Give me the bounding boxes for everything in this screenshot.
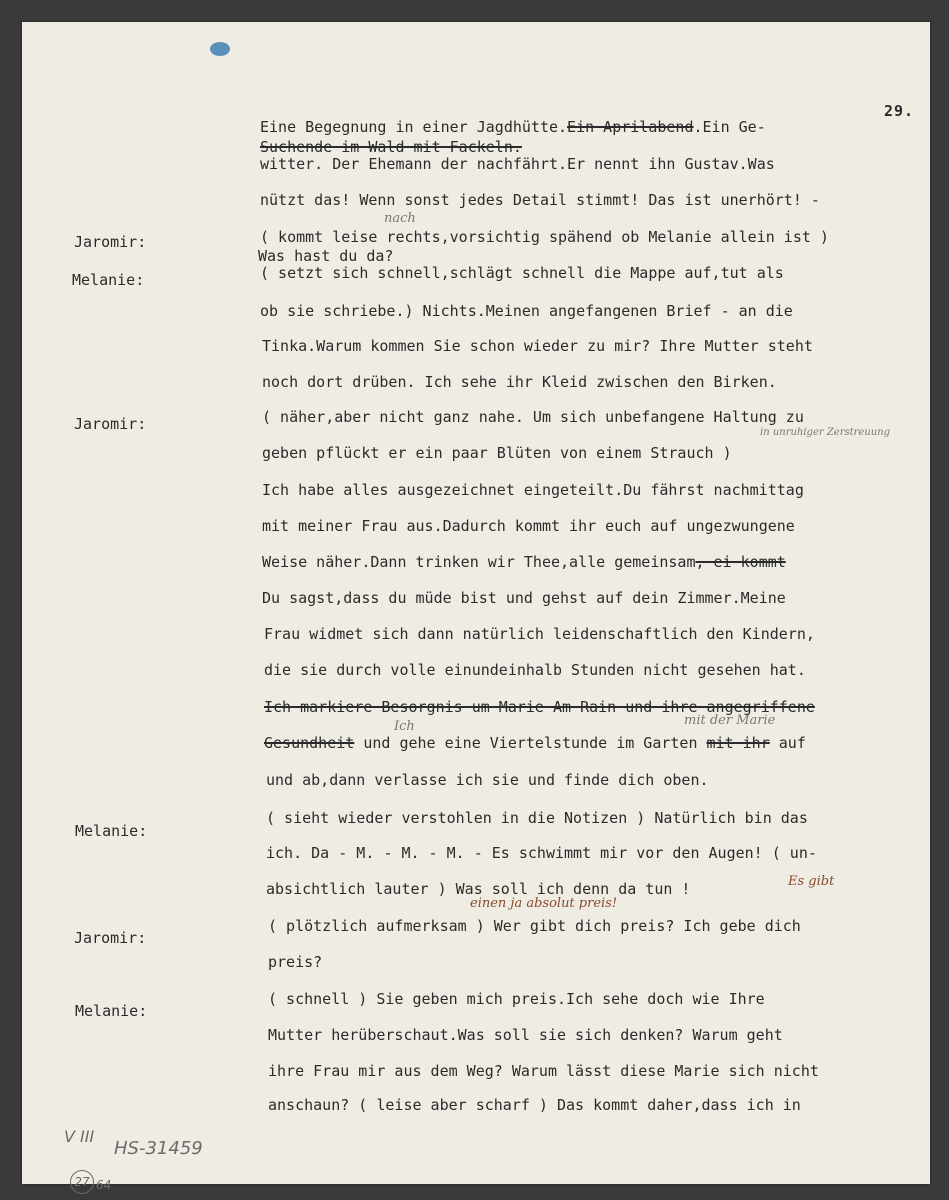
text-line: ( plötzlich aufmerksam ) Wer gibt dich preis? Ich gebe dich xyxy=(268,917,801,935)
text-line: ( kommt leise rechts,vorsichtig spähend ob Melanie allein ist ) xyxy=(260,228,829,246)
text-line: ihre Frau mir aus dem Weg? Warum lässt diese Marie sich nicht xyxy=(268,1062,819,1080)
speaker-label: Jaromir: xyxy=(74,233,147,251)
text-line: Du sagst,dass du müde bist und gehst auf dein Zimmer.Meine xyxy=(262,589,786,607)
speaker-label: Jaromir: xyxy=(74,415,147,433)
speaker-label: Melanie: xyxy=(72,271,145,289)
text-line: die sie durch volle einundeinhalb Stunden nicht gesehen hat. xyxy=(264,661,806,679)
text-line: ich. Da - M. - M. - M. - Es schwimmt mir vor den Augen! ( un- xyxy=(266,844,817,862)
text-line: mit meiner Frau aus.Dadurch kommt ihr euch auf ungezwungene xyxy=(262,517,795,535)
text-line: Ich habe alles ausgezeichnet eingeteilt.Du fährst nachmittag xyxy=(262,481,804,499)
handwritten-note: nach xyxy=(384,211,416,226)
text-line: geben pflückt er ein paar Blüten von einem Strauch ) xyxy=(262,444,732,462)
speaker-label: Melanie: xyxy=(75,1002,148,1020)
text-line: noch dort drüben. Ich sehe ihr Kleid zwischen den Birken. xyxy=(262,373,777,391)
text-line: anschaun? ( leise aber scharf ) Das kommt daher,dass ich in xyxy=(268,1096,801,1114)
text-line: und ab,dann verlasse ich sie und finde dich oben. xyxy=(266,771,709,789)
handwritten-note: einen ja absolut preis! xyxy=(470,896,618,911)
text-line xyxy=(262,553,786,571)
handwritten-note: Es gibt xyxy=(788,874,835,889)
text-line: ( sieht wieder verstohlen in die Notizen ) Natürlich bin das xyxy=(266,809,808,827)
struck-text: Ein Aprilabend xyxy=(567,118,694,136)
text-line xyxy=(264,734,806,752)
text-line: absichtlich lauter ) Was soll ich denn da tun ! xyxy=(266,880,691,898)
speaker-label: Jaromir: xyxy=(74,929,147,947)
handwritten-note: mit der Marie xyxy=(684,713,776,728)
text-segment: Weise näher.Dann trinken wir Thee,alle gemeinsam xyxy=(262,553,696,571)
page-number: 29. xyxy=(884,102,915,120)
archive-signature: HS-31459 xyxy=(114,1138,203,1159)
text-line: preis? xyxy=(268,953,323,971)
text-line: Mutter herüberschaut.Was soll sie sich denken? Warum geht xyxy=(268,1026,783,1044)
handwritten-note: in unruhiger Zerstreuung xyxy=(760,427,891,438)
struck-text: mit ihr xyxy=(706,734,770,752)
struck-line: Suchende im Wald mit Fackeln. xyxy=(260,138,522,156)
struck-text: , ei kommt xyxy=(695,553,786,571)
text-line: ( setzt sich schnell,schlägt schnell die Mappe auf,tut als xyxy=(260,264,784,282)
manuscript-page xyxy=(22,22,930,1192)
folio-circle xyxy=(70,1170,94,1194)
archive-sub-mark: 64 xyxy=(96,1178,112,1192)
speaker-label: Melanie: xyxy=(75,822,148,840)
archive-roman-mark: V III xyxy=(64,1127,95,1146)
text-line: witter. Der Ehemann der nachfährt.Er nennt ihn Gustav.Was xyxy=(260,155,775,173)
struck-text: Gesundheit xyxy=(264,734,355,752)
text-line: Tinka.Warum kommen Sie schon wieder zu mir? Ihre Mutter steht xyxy=(262,337,813,355)
handwritten-note: Ich xyxy=(394,719,415,734)
text-segment: Eine Begegnung in einer Jagdhütte. xyxy=(260,118,568,136)
ink-stain xyxy=(210,42,230,56)
text-segment: .Ein Ge- xyxy=(693,118,766,136)
text-line: ob sie schriebe.) Nichts.Meinen angefangenen Brief - an die xyxy=(260,302,793,320)
text-segment: und gehe eine Viertelstunde im Garten xyxy=(354,734,707,752)
text-line: ( schnell ) Sie geben mich preis.Ich sehe doch wie Ihre xyxy=(268,990,765,1008)
text-line: Frau widmet sich dann natürlich leidenschaftlich den Kindern, xyxy=(264,625,815,643)
text-line: Was hast du da? xyxy=(258,247,394,265)
struck-line: Ich markiere Besorgnis um Marie Am Rain und ihre angegriffene xyxy=(264,698,815,716)
folio-number: 27 xyxy=(74,1175,90,1189)
text-line: nützt das! Wenn sonst jedes Detail stimmt! Das ist unerhört! - xyxy=(260,191,820,209)
text-line: ( näher,aber nicht ganz nahe. Um sich unbefangene Haltung zu xyxy=(262,408,804,426)
text-line xyxy=(260,118,766,136)
text-segment: auf xyxy=(769,734,806,752)
